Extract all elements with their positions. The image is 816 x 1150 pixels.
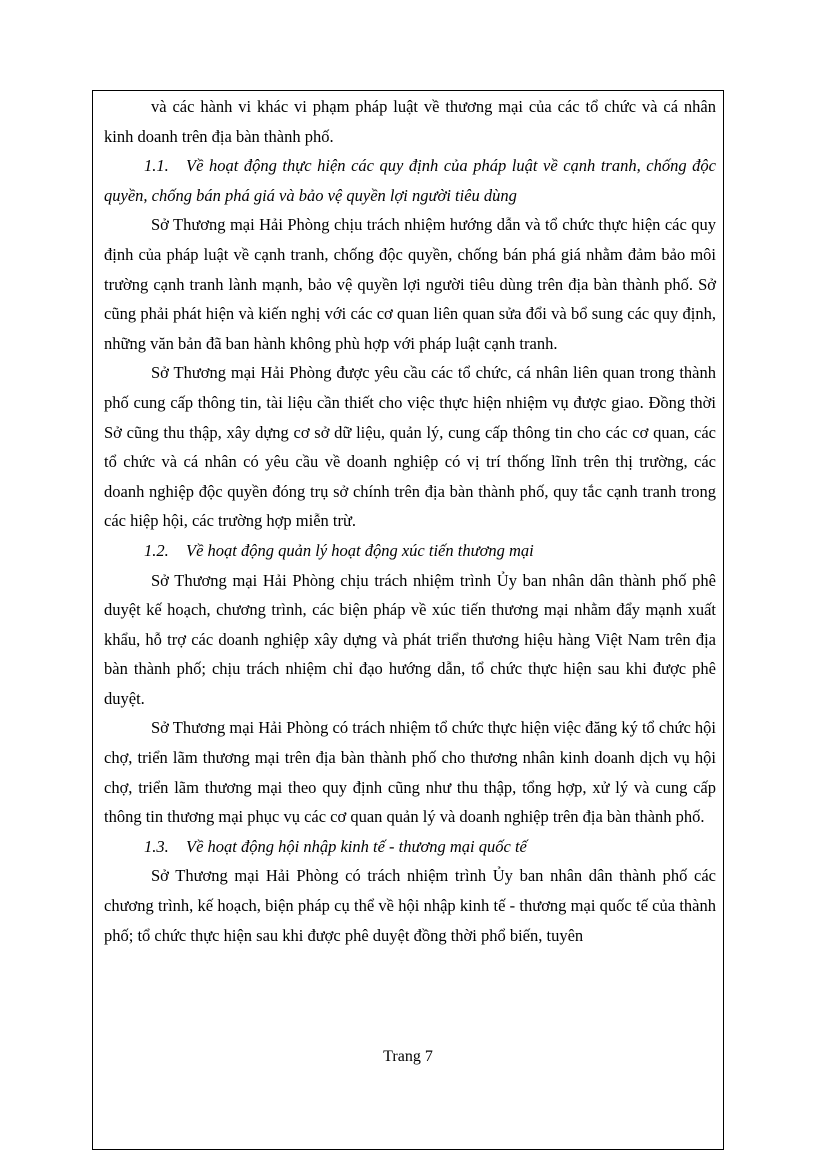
section-title: Về hoạt động quản lý hoạt động xúc tiến thương mại: [186, 540, 534, 560]
section-number: 1.1.: [144, 156, 169, 176]
section-heading-1-2: [104, 536, 716, 566]
paragraph: Sở Thương mại Hải Phòng có trách nhiệm tổ chức thực hiện việc đăng ký tổ chức hội chợ, triển lãm thương mại trên địa bàn thành phố cho thương nhân kinh doanh dịch vụ hội chợ, triển lãm thương mại theo quy định cũng như thu thập, tổng hợp, xử lý và cung cấp thông tin thương mại phục vụ các cơ quan quản lý và doanh nghiệp trên địa bàn thành phố.: [104, 718, 716, 827]
paragraph: Sở Thương mại Hải Phòng chịu trách nhiệm trình Ủy ban nhân dân thành phố phê duyệt kế hoạch, chương trình, các biện pháp về xúc tiến thương mại nhằm đẩy mạnh xuất khẩu, hỗ trợ các doanh nghiệp xây dựng và phát triển thương hiệu hàng Việt Nam trên địa bàn thành phố; chịu trách nhiệm chỉ đạo hướng dẫn, tổ chức thực hiện sau khi được phê duyệt.: [104, 570, 716, 708]
page-number: Trang 7: [383, 1048, 433, 1065]
paragraph: Sở Thương mại Hải Phòng có trách nhiệm trình Ủy ban nhân dân thành phố các chương trình, kế hoạch, biện pháp cụ thể về hội nhập kinh tế - thương mại quốc tế của thành phố; tổ chức thực hiện sau khi được phê duyệt đồng thời phổ biến, tuyên: [104, 866, 716, 945]
section-title: Về hoạt động thực hiện các quy định của pháp luật về cạnh tranh, chống độc quyền, chống bán phá giá và bảo vệ quyền lợi người tiêu dùng: [104, 156, 716, 205]
section-heading-1-3: [104, 832, 716, 862]
section-number: 1.3.: [144, 836, 169, 856]
section-number: 1.2.: [144, 540, 169, 560]
paragraph: Sở Thương mại Hải Phòng được yêu cầu các tổ chức, cá nhân liên quan trong thành phố cung cấp thông tin, tài liệu cần thiết cho việc thực hiện nhiệm vụ được giao. Đồng thời Sở cũng thu thập, xây dựng cơ sở dữ liệu, quản lý, cung cấp thông tin cho các cơ quan, các tổ chức và cá nhân có yêu cầu về doanh nghiệp có vị trí thống lĩnh trên thị trường, các doanh nghiệp độc quyền đóng trụ sở chính trên địa bàn thành phố, quy tắc cạnh tranh trong các hiệp hội, các trường hợp miễn trừ.: [104, 363, 716, 531]
section-heading-1-1: [104, 151, 716, 210]
section-title: Về hoạt động hội nhập kinh tế - thương mại quốc tế: [186, 836, 527, 856]
document-body: [104, 92, 716, 950]
paragraph: Sở Thương mại Hải Phòng chịu trách nhiệm hướng dẫn và tổ chức thực hiện các quy định của pháp luật về cạnh tranh, chống độc quyền, chống bán phá giá nhằm đảm bảo môi trường cạnh tranh lành mạnh, bảo vệ quyền lợi người tiêu dùng trên địa bàn thành phố. Sở cũng phải phát hiện và kiến nghị với các cơ quan liên quan sửa đổi và bổ sung các quy định, những văn bản đã ban hành không phù hợp với pháp luật cạnh tranh.: [104, 215, 716, 353]
paragraph: và các hành vi khác vi phạm pháp luật về thương mại của các tổ chức và cá nhân kinh doanh trên địa bàn thành phố.: [104, 97, 716, 146]
page-footer: [0, 1048, 816, 1066]
